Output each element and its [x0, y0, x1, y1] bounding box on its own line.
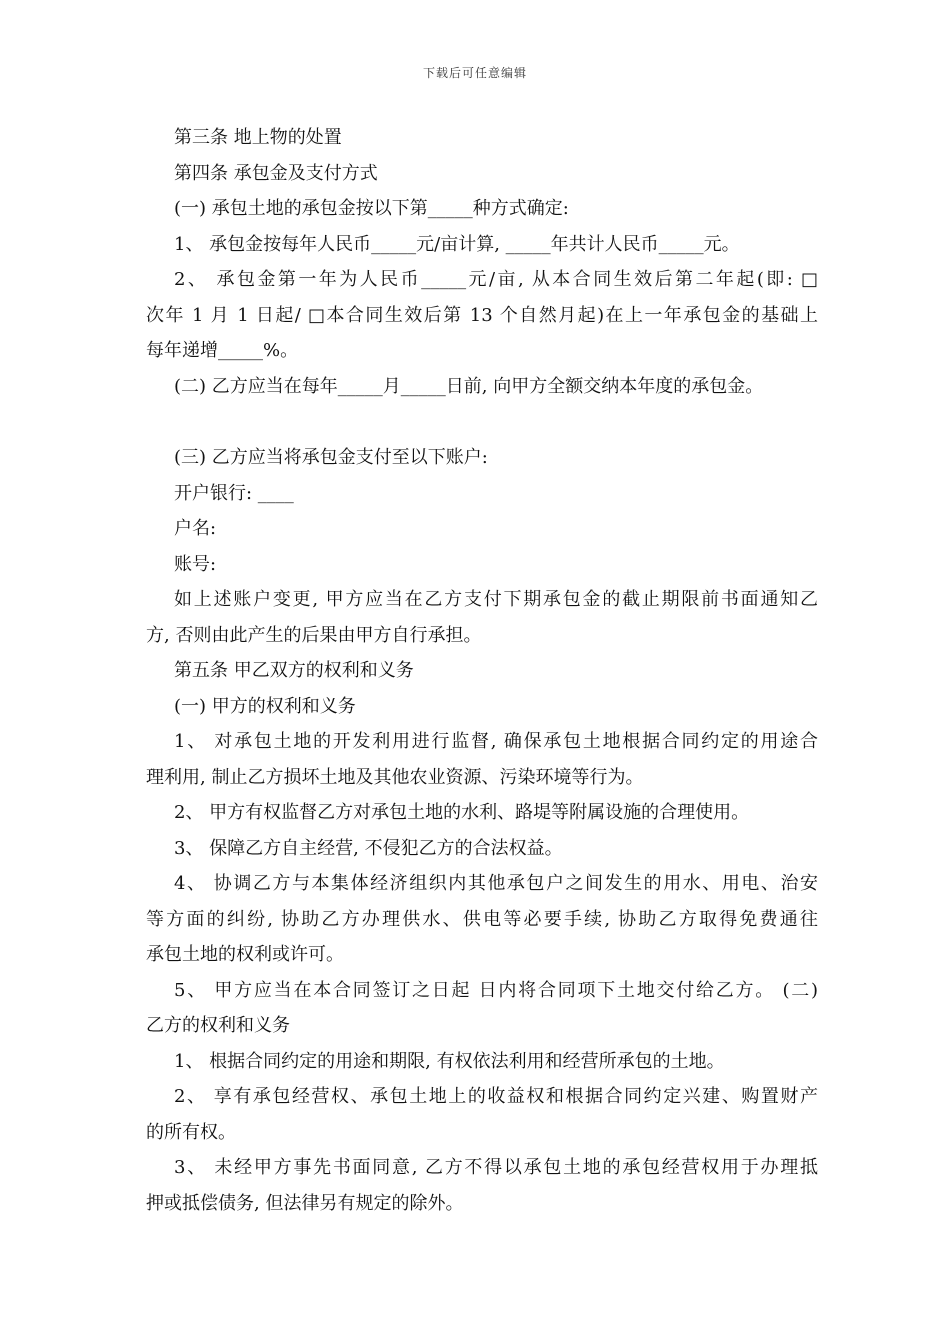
document-body [146, 120, 818, 1221]
paragraph-line: 2、 甲方有权监督乙方对承包土地的水利、路堤等附属设施的合理使用。 [174, 802, 750, 823]
paragraph-line: 5、 甲方应当在本合同签订之日起 日内将合同项下土地交付给乙方。 (二) [174, 979, 818, 1001]
article-5-heading: 第五条 甲乙双方的权利和义务 [174, 660, 414, 681]
page-header-watermark: 下载后可任意编辑 [422, 66, 527, 80]
paragraph-line: 押或抵偿债务, 但法律另有规定的除外。 [146, 1192, 464, 1214]
section-heading: (一) 甲方的权利和义务 [174, 695, 356, 717]
paragraph-line: (三) 乙方应当将承包金支付至以下账户: [174, 447, 488, 468]
account-number-field: 账号: [174, 553, 217, 575]
paragraph-line: 次年 1 月 1 日起/ □本合同生效后第 13 个自然月起)在上一年承包金的基础上 [146, 304, 818, 326]
article-3-heading: 第三条 地上物的处置 [174, 127, 342, 148]
paragraph-line: 2、 承包金第一年为人民币_____元/亩, 从本合同生效后第二年起(即: □ [174, 269, 818, 290]
paragraph-line: 1、 承包金按每年人民币_____元/亩计算, _____年共计人民币_____元。 [174, 233, 740, 255]
paragraph-line: 4、 协调乙方与本集体经济组织内其他承包户之间发生的用水、用电、治安 [174, 873, 818, 894]
section-heading: 乙方的权利和义务 [146, 1015, 290, 1036]
paragraph-line: 承包土地的权利或许可。 [146, 944, 344, 965]
paragraph-line: 2、 享有承包经营权、承包土地上的收益权和根据合同约定兴建、购置财产 [174, 1086, 818, 1107]
account-name-field: 户名: [174, 518, 217, 539]
paragraph-line: 方, 否则由此产生的后果由甲方自行承担。 [146, 624, 482, 646]
paragraph-line: 等方面的纠纷, 协助乙方办理供水、供电等必要手续, 协助乙方取得免费通往 [146, 908, 818, 930]
paragraph-line: 3、 保障乙方自主经营, 不侵犯乙方的合法权益。 [174, 837, 563, 859]
paragraph-line: 的所有权。 [146, 1121, 236, 1143]
paragraph-line: (二) 乙方应当在每年_____月_____日前, 向甲方全额交纳本年度的承包金。 [174, 375, 764, 397]
paragraph-line: 每年递增_____%。 [146, 340, 299, 361]
paragraph-line: 如上述账户变更, 甲方应当在乙方支付下期承包金的截止期限前书面通知乙 [174, 589, 818, 610]
article-4-heading: 第四条 承包金及支付方式 [174, 162, 378, 184]
paragraph-line: 3、 未经甲方事先书面同意, 乙方不得以承包土地的承包经营权用于办理抵 [174, 1157, 818, 1178]
bank-name-field: 开户银行: ____ [174, 482, 294, 504]
paragraph-line: 理利用, 制止乙方损坏土地及其他农业资源、污染环境等行为。 [146, 766, 644, 788]
paragraph-line: 1、 对承包土地的开发利用进行监督, 确保承包土地根据合同约定的用途合 [174, 731, 818, 752]
blank-line [146, 404, 818, 440]
paragraph-line: 1、 根据合同约定的用途和期限, 有权依法利用和经营所承包的土地。 [174, 1050, 725, 1072]
paragraph-line: (一) 承包土地的承包金按以下第_____种方式确定: [174, 198, 569, 219]
